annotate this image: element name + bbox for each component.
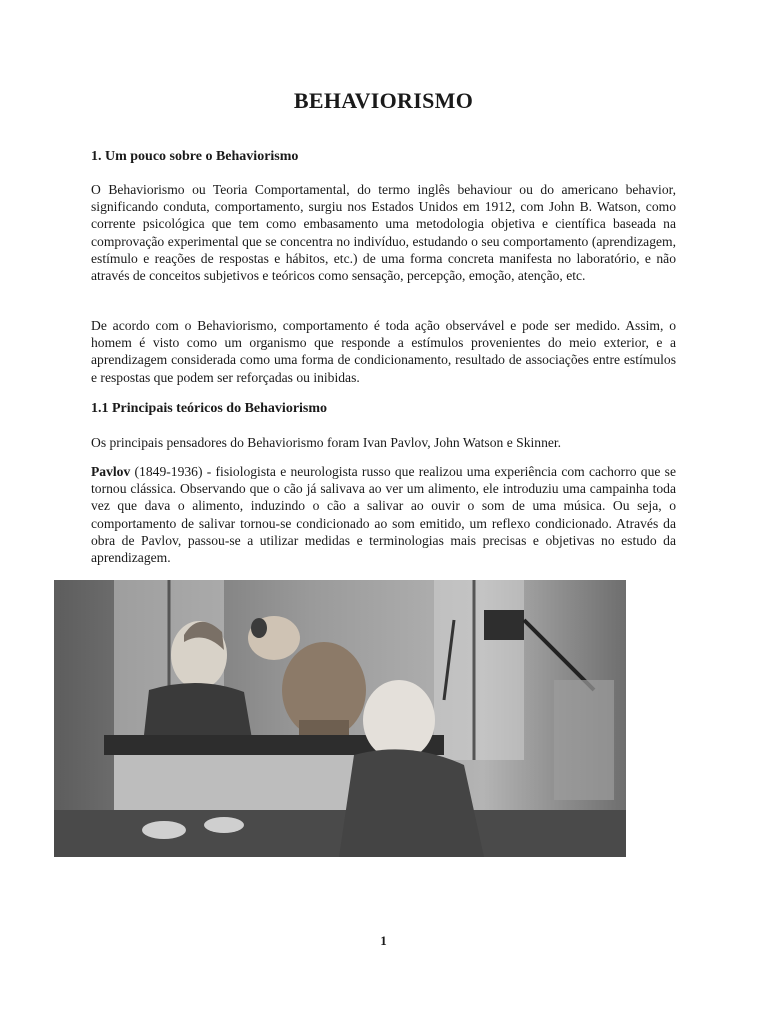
page-number: 1	[380, 933, 387, 948]
pavlov-description: (1849-1936) - fisiologista e neurologista russo que realizou uma experiência com cachorro que se tornou clássica. Observando que o cão já salivava ao ver um alimento, ele introduziu uma campainha toda vez que dava o alimento, induzindo o cão a salivar ao ouvir o som de uma música. Ou seja, o comportamento de salivar tornou-se condicionado ao som emitido, um reflexo condicionado. Através da obra de Pavlov, passou-se a utilizar medidas e terminologias mais precisas e objetivas no estudo da aprendizagem.	[91, 464, 676, 566]
section-heading-1: 1. Um pouco sobre o Behaviorismo	[91, 149, 299, 164]
paragraph-2: De acordo com o Behaviorismo, comportamento é toda ação observável e pode ser medido. Assim, o homem é visto como um organismo que responde a estímulos provenientes do meio exterior, e a aprendizagem considerada como uma forma de condicionamento, resultado de associações entre estímulos e respostas que podem ser reforçadas ou inibidas.	[91, 318, 676, 385]
pavlov-name: Pavlov	[91, 464, 131, 479]
document-page	[91, 0, 676, 1024]
photo-pavlov-experiment	[54, 580, 626, 857]
paragraph-1: O Behaviorismo ou Teoria Comportamental, do termo inglês behaviour ou do americano behavior, significando conduta, comportamento, surgiu nos Estados Unidos em 1912, com John B. Watson, como corrente psicológica que tem como embasamento uma metodologia objetiva e científica baseada na comprovação experimental que se concentra no indivíduo, estudando o seu comportamento (aprendizagem, estímulo e reações de respostas e hábitos, etc.) de uma forma concreta manifesta no laboratório, e não através de conceitos subjetivos e teóricos como sensação, percepção, emoção, atenção, etc.	[91, 182, 676, 284]
section-heading-1-1: 1.1 Principais teóricos do Behaviorismo	[91, 401, 328, 416]
paragraph-pavlov	[91, 463, 676, 566]
paragraph-3: Os principais pensadores do Behaviorismo foram Ivan Pavlov, John Watson e Skinner.	[91, 435, 562, 450]
document-title: BEHAVIORISMO	[293, 88, 474, 113]
photo-illustration	[54, 580, 626, 857]
